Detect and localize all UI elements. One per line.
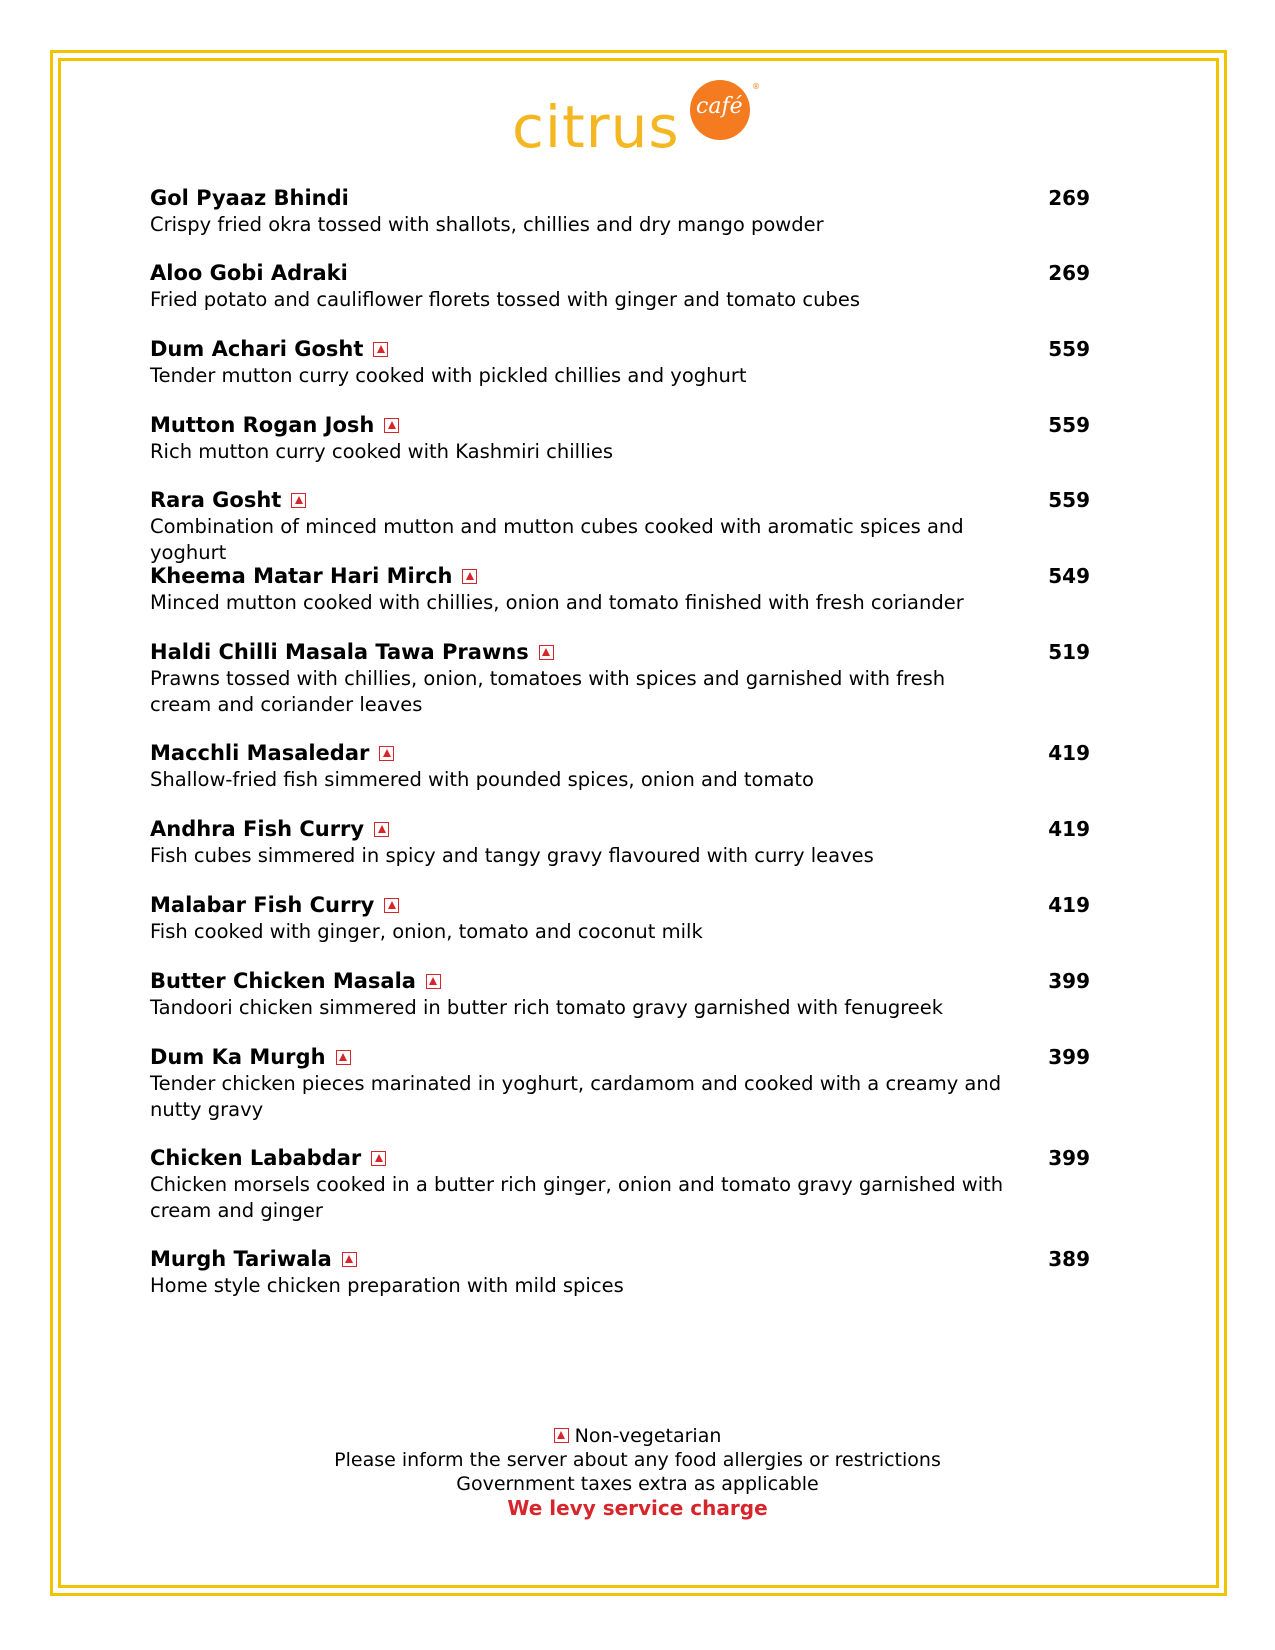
menu-item-price: 399: [1048, 969, 1090, 993]
allergy-note: Please inform the server about any food allergies or restrictions: [334, 1449, 941, 1471]
menu-item: [150, 1144, 1090, 1224]
menu-item-price: 519: [1048, 640, 1090, 664]
menu-item-price: 419: [1048, 741, 1090, 765]
menu-item: [150, 1043, 1090, 1123]
non-veg-icon: [336, 1050, 351, 1065]
menu-item-price: 389: [1048, 1247, 1090, 1271]
menu-item-description: Rich mutton curry cooked with Kashmiri chillies: [150, 440, 614, 463]
menu-item-name: Kheema Matar Hari Mirch: [150, 564, 453, 588]
menu-item-description: Combination of minced mutton and mutton cubes cooked with aromatic spices and yoghurt: [150, 515, 964, 564]
menu-item-price: 269: [1048, 186, 1090, 210]
menu-item: [150, 1245, 1090, 1299]
menu-item-name: Chicken Lababdar: [150, 1146, 362, 1170]
menu-item-price: 399: [1048, 1146, 1090, 1170]
menu-item: [150, 891, 1090, 945]
tax-note: Government taxes extra as applicable: [456, 1473, 819, 1495]
menu-item-price: 269: [1048, 261, 1090, 285]
menu-item-description: Prawns tossed with chillies, onion, tomatoes with spices and garnished with fresh cream and coriander leaves: [150, 667, 946, 716]
menu-item: [150, 486, 1090, 566]
menu-item-name: Aloo Gobi Adraki: [150, 261, 348, 285]
menu-item-name: Dum Ka Murgh: [150, 1045, 326, 1069]
menu-item-name: Gol Pyaaz Bhindi: [150, 186, 349, 210]
citrus-cafe-logo: [512, 70, 772, 170]
menu-item-description: Crispy fried okra tossed with shallots, chillies and dry mango powder: [150, 213, 824, 236]
menu-item-description: Minced mutton cooked with chillies, onion and tomato finished with fresh coriander: [150, 591, 964, 614]
non-veg-icon: [379, 746, 394, 761]
logo-wordmark: citrus: [512, 93, 680, 161]
menu-item-description: Fried potato and cauliflower florets tossed with ginger and tomato cubes: [150, 288, 860, 311]
menu-item: [150, 739, 1090, 793]
menu-item-name: Murgh Tariwala: [150, 1247, 332, 1271]
menu-item-name: Mutton Rogan Josh: [150, 413, 375, 437]
legend-line: [0, 1424, 1275, 1448]
logo-trademark: ®: [752, 82, 760, 91]
menu-item: [150, 815, 1090, 869]
menu-item-name: Rara Gosht: [150, 488, 282, 512]
menu-item-name: Dum Achari Gosht: [150, 337, 364, 361]
menu-item: [150, 184, 1090, 238]
menu-item-price: 419: [1048, 817, 1090, 841]
non-veg-icon: [371, 1151, 386, 1166]
menu-item-name: Andhra Fish Curry: [150, 817, 365, 841]
menu-item-description: Chicken morsels cooked in a butter rich ginger, onion and tomato gravy garnished with cream and ginger: [150, 1173, 1004, 1222]
menu-item-description: Tandoori chicken simmered in butter rich tomato gravy garnished with fenugreek: [150, 996, 944, 1019]
menu-item: [150, 562, 1090, 616]
non-veg-icon: [384, 418, 399, 433]
menu-item: [150, 967, 1090, 1021]
menu-item: [150, 335, 1090, 389]
non-veg-icon: [426, 974, 441, 989]
non-veg-icon: [373, 342, 388, 357]
menu-item-description: Fish cooked with ginger, onion, tomato and coconut milk: [150, 920, 703, 943]
menu-footer: [0, 1424, 1275, 1520]
legend-label: Non-vegetarian: [574, 1425, 722, 1447]
menu-item-price: 549: [1048, 564, 1090, 588]
menu-item-description: Fish cubes simmered in spicy and tangy gravy flavoured with curry leaves: [150, 844, 874, 867]
service-charge-note: We levy service charge: [507, 1496, 768, 1520]
menu-item-price: 559: [1048, 413, 1090, 437]
non-veg-icon: [384, 898, 399, 913]
menu-item-name: Haldi Chilli Masala Tawa Prawns: [150, 640, 529, 664]
non-veg-icon: [554, 1428, 569, 1443]
menu-item-name: Butter Chicken Masala: [150, 969, 416, 993]
menu-item-price: 419: [1048, 893, 1090, 917]
non-veg-icon: [342, 1252, 357, 1267]
menu-item-price: 399: [1048, 1045, 1090, 1069]
logo-cafe-text: café: [696, 94, 743, 119]
menu-item-description: Tender chicken pieces marinated in yoghurt, cardamom and cooked with a creamy and nutty gravy: [150, 1072, 1002, 1121]
menu-item: [150, 411, 1090, 465]
menu-item-name: Macchli Masaledar: [150, 741, 370, 765]
non-veg-icon: [462, 569, 477, 584]
menu-item-name: Malabar Fish Curry: [150, 893, 375, 917]
menu-item-description: Home style chicken preparation with mild spices: [150, 1274, 624, 1297]
menu-item-price: 559: [1048, 488, 1090, 512]
menu-item-description: Shallow-fried fish simmered with pounded spices, onion and tomato: [150, 768, 814, 791]
non-veg-icon: [291, 493, 306, 508]
non-veg-icon: [539, 645, 554, 660]
menu-item: [150, 259, 1090, 313]
menu-item-price: 559: [1048, 337, 1090, 361]
menu-item: [150, 638, 1090, 718]
menu-item-description: Tender mutton curry cooked with pickled chillies and yoghurt: [150, 364, 747, 387]
non-veg-icon: [374, 822, 389, 837]
